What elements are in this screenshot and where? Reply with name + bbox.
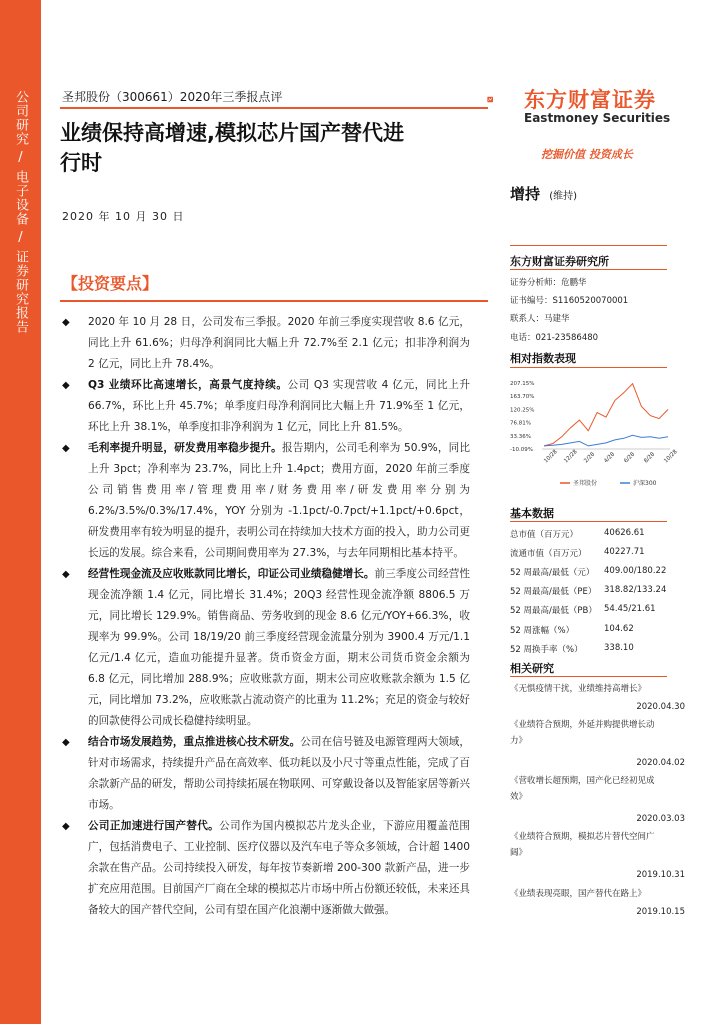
related-divider [510,676,667,677]
contact-name: 联系人：马建华 [510,314,570,324]
related-date: 2019.10.31 [636,870,685,880]
chart-divider [510,367,667,368]
y-tick-label: -10.09% [510,447,533,453]
side-segment: 电子设备 [13,170,28,226]
contact-phone: 电话：021-23586480 [510,333,599,343]
legend-label: 圣邦股份 [573,480,598,487]
diamond-bullet-icon: ◆ [62,380,70,391]
related-date: 2020.04.02 [636,758,685,768]
related-heading: 相关研究 [510,662,554,675]
x-tick-label: 10/28 [543,448,559,465]
summary-item [62,732,470,816]
side-category [0,90,41,334]
related-date: 2020.04.30 [636,702,685,712]
title-line: 业绩保持高增速,模拟芯片国产替代进 [60,121,404,145]
related-title: 力》 [510,736,528,746]
basic-value: 338.10 [604,643,634,653]
rating [510,183,577,204]
related-item[interactable] [510,681,675,697]
basic-label: 52 周最高/最低（PB） [510,606,597,616]
related-title: 《营收增长超预期，国产化已经初见成 [510,776,655,786]
series-line [544,435,668,446]
basic-divider [510,521,667,522]
basic-label: 52 周最高/最低（元） [510,568,595,578]
rating-sub: (维持) [549,191,578,202]
rating-divider [510,245,667,246]
report-date: 2020 年 10 月 30 日 [62,210,185,223]
side-separator: / [13,150,28,166]
summary-text: 2020 年 10 月 28 日，公司发布三季报。2020 年前三季度实现营收 8.6 亿元，同比上升 61.6%；归母净利润同比大幅上升 72.7%至 2.1 亿元；扣非净利润为 2 亿元，同比上升 78.4%。 [88,316,470,370]
basic-heading: 基本数据 [510,507,554,520]
related-date: 2020.03.03 [636,814,685,824]
related-item[interactable] [510,773,675,805]
basic-value: 409.00/180.22 [604,566,667,576]
related-title: 《业绩表现亮眼，国产替代在路上》 [510,889,647,899]
diamond-bullet-icon: ◆ [62,317,70,328]
diamond-bullet-icon: ◆ [62,569,70,580]
side-separator: / [13,230,28,246]
brand-slogan: 挖掘价值 投资成长 [541,148,633,161]
report-type: 圣邦股份（300661）2020年三季报点评 [62,90,283,104]
side-segment: 公司研究 [13,90,28,146]
summary-item [62,564,470,732]
summary-item [62,375,470,438]
related-item[interactable] [510,886,675,902]
basic-label: 52 周涨幅（%） [510,626,575,636]
summary-item [62,816,470,921]
x-tick-label: 2/28 [583,451,597,465]
chart-heading: 相对指数表现 [510,352,576,365]
summary-text: 公司作为国内模拟芯片龙头企业，下游应用覆盖范围广，包括消费电子、工业控制、医疗仪器以及汽车电子等众多领域，合计超 1400 余款在售产品。公司持续投入研发，每年按节奏新增 200-300 款新产品，进一步扩充应用范围。目前国产厂商在全球的模拟芯片市场中所占份额还较低，未来还具备较大的国产替代空间，公司有望在国产化浪潮中逐渐做大做强。 [88,820,471,916]
summary-lead: 经营性现金流及应收账款同比增长，印证公司业绩稳健增长。 [88,568,375,580]
summary-item [62,312,470,375]
summary-lead: 公司正加速进行国产替代。 [88,820,220,832]
basic-value: 318.82/133.24 [604,585,667,595]
related-date: 2019.10.15 [636,907,685,917]
institute-divider [510,269,667,270]
basic-value: 104.62 [604,624,634,634]
relative-index-chart [510,377,679,493]
x-tick-label: 8/28 [643,451,657,465]
header-divider [60,107,488,109]
summary-text: 公司在信号链及电源管理两大领域，针对市场需求，持续提升产品在高效率、低功耗以及小尺寸等重点性能，完成了百余款新产品的研发，帮助公司持续拓展在物联网、可穿戴设备以及智能家居等新兴市场。 [88,736,471,811]
y-tick-label: 76.81% [510,420,531,427]
summary-list [62,312,470,921]
y-tick-label: 207.15% [510,381,535,387]
basic-label: 52 周换手率（%） [510,645,583,655]
summary-lead: 结合市场发展趋势，重点推进核心技术研发。 [88,736,301,748]
title-line: 行时 [60,151,102,175]
page-title [60,118,490,178]
brand-name-en: Eastmoney Securities [524,111,671,125]
section-heading: 【投资要点】 [62,274,159,293]
analyst-name: 证券分析师：危鹏华 [510,278,587,288]
brand-logo-icon [487,84,521,118]
y-tick-label: 163.70% [510,394,535,401]
brand-name: 东方财富证券 [524,88,656,112]
summary-text: 公司 Q3 实现营收 4 亿元，同比上升 66.7%，环比上升 45.7%；单季度归母净利润同比大幅上升 71.9%至 1 亿元，环比上升 38.1%，单季度扣非净利润为 1 亿元，同比上升 81.5%。 [88,379,470,433]
basic-value: 40227.71 [604,547,645,557]
diamond-bullet-icon: ◆ [62,737,70,748]
basic-value: 54.45/21.61 [604,604,656,614]
x-tick-label: 10/28 [663,448,679,465]
related-item[interactable] [510,829,675,861]
related-title: 效》 [510,792,528,802]
analyst-cert: 证书编号：S1160520070001 [510,296,629,306]
related-title: 阔》 [510,848,528,858]
basic-value: 40626.61 [604,528,645,538]
x-tick-label: 4/28 [603,451,617,465]
basic-label: 流通市值（百万元） [510,549,587,559]
y-tick-label: 120.25% [510,407,535,414]
basic-label: 总市值（百万元） [510,530,579,540]
summary-text: 报告期内，公司毛利率为 50.9%，同比上升 3pct；净利率为 23.7%，同比上升 1.4pct；费用方面，2020 年前三季度公司销售费用率/管理费用率/财务费用率/研发费用率分别为 6.2%/3.5%/0.3%/17.4%，YOY 分别为 -1.1pct/-0.7pct/+1.1pct/+0.6pct，研发费用率有较为明显的提升，表明公司在持续加大技术方面的投入，助力公司更长远的发展。综合来看，公司期间费用率为 27.3%，与去年同期相比基本持平。 [88,442,470,559]
related-item[interactable] [510,717,675,749]
institute-name: 东方财富证券研究所 [510,255,609,268]
y-tick-label: 33.36% [510,433,531,440]
rating-label: 增持 [510,185,541,203]
side-segment: 证券研究报告 [13,250,28,334]
diamond-bullet-icon: ◆ [62,821,70,832]
basic-label: 52 周最高/最低（PE） [510,587,597,597]
x-tick-label: 6/28 [623,451,637,465]
summary-text: 前三季度公司经营性现金流净额 1.4 亿元，同比增长 31.4%；20Q3 经营性现金流净额 8806.5 万元，同比增长 129.9%。销售商品、劳务收到的现金 8.6 亿元/YOY+66.3%，收现率为 99.9%。公司 18/19/20 前三季度经营现金流量分别为 3900.4 万元/1.1 亿元/1.4 亿元，造血功能提升显著。货币资金方面，期末公司货币资金余额为 6.8 亿元，同比增加 288.9%；应收账款方面，期末公司应收账款余额为 1.5 亿元，同比增加 73.2%，应收账款占流动资产的比重为 11.2%；充足的资金与较好的回款使得公司成长稳健持续明显。 [88,568,471,727]
diamond-bullet-icon: ◆ [62,443,70,454]
summary-lead: 毛利率提升明显，研发费用率稳步提升。 [88,442,282,454]
legend-label: 沪深300 [633,480,657,487]
related-title: 《业绩符合预期，外延并购提供增长动 [510,720,655,730]
related-title: 《无惧疫情干扰，业绩维持高增长》 [510,684,647,694]
section-divider [60,300,488,302]
related-title: 《业绩符合预期，模拟芯片替代空间广 [510,832,655,842]
x-tick-label: 12/28 [563,448,579,465]
summary-item [62,438,470,564]
summary-lead: Q3 业绩环比高速增长，高景气度持续。 [88,379,288,391]
